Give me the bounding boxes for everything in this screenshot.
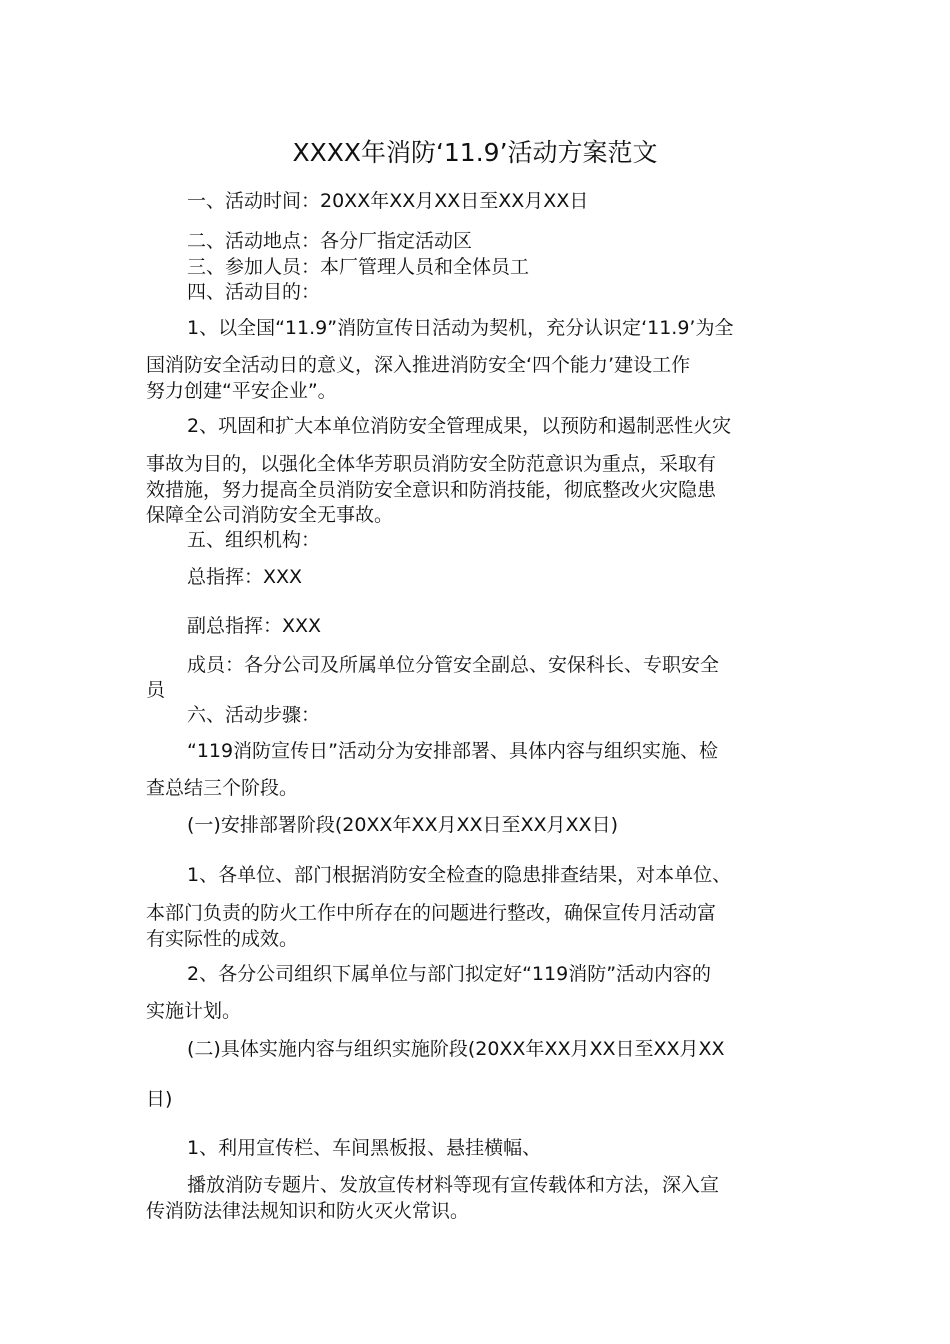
text-line: 实施计划。 [146,1000,242,1022]
text-line: 保障全公司消防安全无事故。 [146,504,394,526]
text-line: 五、组织机构： [187,529,321,551]
text-line: 有实际性的成效。 [146,928,299,950]
text-line: 四、活动目的： [187,281,321,303]
text-line: 成员：各分公司及所属单位分管安全副总、安保科长、专职安全 [187,654,720,676]
text-line: 1、利用宣传栏、车间黑板报、悬挂横幅、 [187,1137,542,1159]
text-line: 本部门负责的防火工作中所存在的问题进行整改，确保宣传月活动富 [146,902,717,924]
text-line: “119消防宣传日”活动分为安排部署、具体内容与组织实施、检 [187,740,718,762]
text-line: 2、各分公司组织下属单位与部门拟定好“119消防”活动内容的 [187,963,712,985]
text-line: 日) [146,1088,173,1110]
text-line: 努力创建“平安企业”。 [146,380,337,402]
text-line: 总指挥：XXX [187,566,303,588]
text-line: 副总指挥：XXX [187,615,322,637]
text-line: 三、参加人员：本厂管理人员和全体员工 [187,256,530,278]
text-line: 效措施，努力提高全员消防安全意识和防消技能，彻底整改火灾隐患 [146,479,717,501]
text-line: 1、以全国“11.9”消防宣传日活动为契机，充分认识定‘11.9’为全 [187,317,734,339]
text-line: 一、活动时间：20XX年XX月XX日至XX月XX日 [187,190,589,212]
text-line: 国消防安全活动日的意义，深入推进消防安全‘四个能力’建设工作 [146,354,691,376]
text-line: 六、活动步骤： [187,704,321,726]
text-line: (二)具体实施内容与组织实施阶段(20XX年XX月XX日至XX月XX [187,1038,725,1060]
text-line: 查总结三个阶段。 [146,777,299,799]
text-line: 1、各单位、部门根据消防安全检查的隐患排查结果，对本单位、 [187,864,732,886]
text-line: 传消防法律法规知识和防火灭火常识。 [146,1200,470,1222]
text-line: 员 [146,679,166,701]
text-line: 二、活动地点：各分厂指定活动区 [187,230,473,252]
text-line: 2、巩固和扩大本单位消防安全管理成果，以预防和遏制恶性火灾 [187,415,732,437]
text-line: (一)安排部署阶段(20XX年XX月XX日至XX月XX日) [187,814,618,836]
text-line: 事故为目的，以强化全体华芳职员消防安全防范意识为重点，采取有 [146,453,717,475]
document-title: XXXX年消防‘11.9’活动方案范文 [292,138,658,167]
text-line: 播放消防专题片、发放宣传材料等现有宣传载体和方法，深入宣 [187,1174,720,1196]
